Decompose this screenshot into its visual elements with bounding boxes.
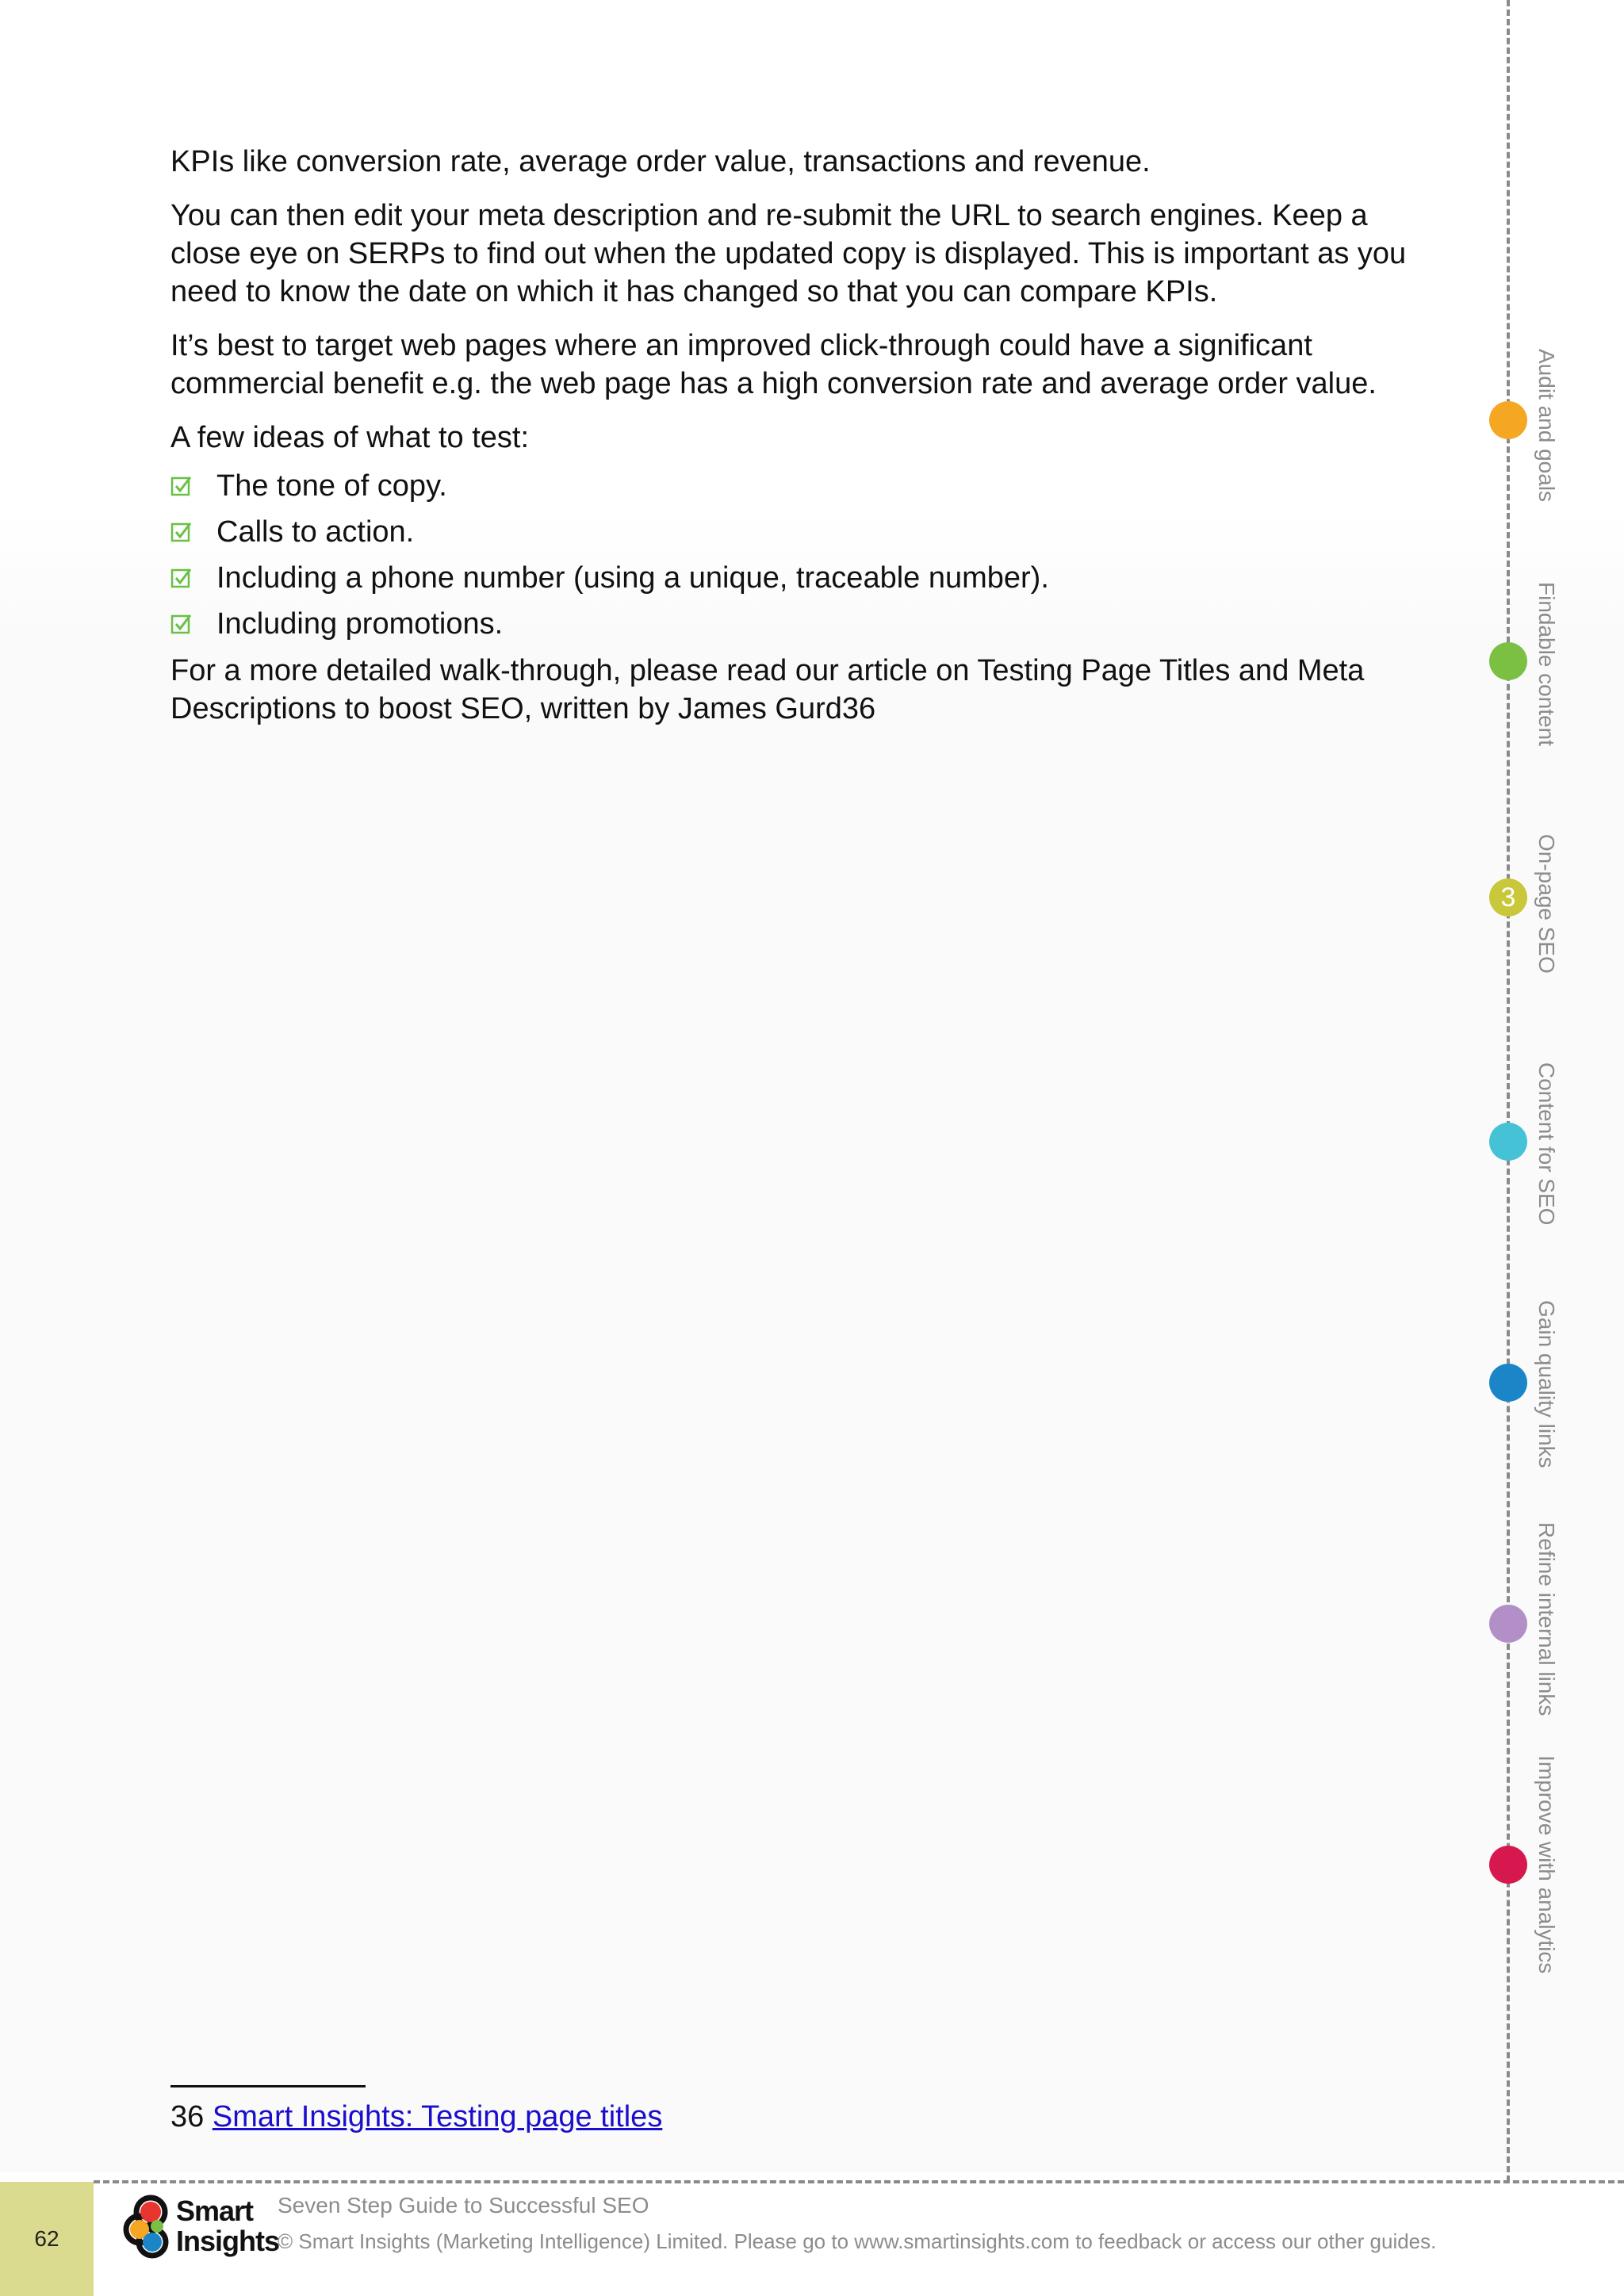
step-label-refine-internal-links[interactable]: Refine internal links bbox=[1534, 1522, 1559, 1716]
footnote-separator bbox=[170, 2085, 366, 2087]
copyright-notice: © Smart Insights (Marketing Intelligence) Limited. Please go to www.smartinsights.com to feedback or access our other guides. bbox=[278, 2229, 1437, 2253]
checklist-item-label: Including a phone number (using a unique, traceable number). bbox=[216, 561, 1049, 595]
current-step-number: 3 bbox=[1500, 882, 1516, 913]
page-number-box bbox=[0, 2182, 94, 2296]
checkbox-checked-icon bbox=[170, 613, 216, 635]
step-dot-improve-with-analytics[interactable] bbox=[1489, 1846, 1527, 1884]
list-item bbox=[170, 463, 1431, 509]
paragraph-ideas-intro: A few ideas of what to test: bbox=[170, 421, 530, 454]
list-item bbox=[170, 509, 1431, 555]
footnote-number: 36 bbox=[170, 2100, 205, 2133]
list-item bbox=[170, 555, 1431, 601]
step-dot-audit[interactable] bbox=[1489, 401, 1527, 439]
step-label-findable-content[interactable]: Findable content bbox=[1534, 582, 1559, 747]
step-label-gain-quality-links[interactable]: Gain quality links bbox=[1534, 1300, 1559, 1468]
step-dot-findable-content[interactable] bbox=[1489, 642, 1527, 680]
step-label-audit[interactable]: Audit and goals bbox=[1534, 349, 1559, 503]
guide-title: Seven Step Guide to Successful SEO bbox=[278, 2193, 649, 2218]
page-background bbox=[0, 507, 1624, 2172]
footnote bbox=[170, 2098, 662, 2136]
smart-insights-logo bbox=[121, 2191, 280, 2267]
step-label-content-for-seo[interactable]: Content for SEO bbox=[1534, 1062, 1559, 1226]
main-content bbox=[170, 143, 1431, 744]
step-label-improve-with-analytics[interactable]: Improve with analytics bbox=[1534, 1755, 1559, 1974]
step-dot-content-for-seo[interactable] bbox=[1489, 1123, 1527, 1161]
paragraph-kpis: KPIs like conversion rate, average order value, transactions and revenue. bbox=[170, 145, 1151, 178]
logo-wordmark: Smart Insights bbox=[176, 2195, 280, 2257]
footer-divider bbox=[94, 2180, 1624, 2183]
footnote-link[interactable]: Smart Insights: Testing page titles bbox=[212, 2100, 663, 2133]
paragraph-target-pages: It’s best to target web pages where an improved click-through could have a significant commercial benefit e.g. the web page has a high conversion rate and average order value. bbox=[170, 329, 1377, 400]
logo-circles-icon bbox=[121, 2191, 176, 2263]
checkbox-checked-icon bbox=[170, 475, 216, 497]
list-item bbox=[170, 601, 1431, 647]
checklist-item-label: The tone of copy. bbox=[216, 469, 447, 503]
step-label-on-page-seo[interactable]: On-page SEO bbox=[1534, 834, 1559, 974]
step-dot-on-page-seo[interactable] bbox=[1489, 878, 1527, 916]
checklist-item-label: Calls to action. bbox=[216, 515, 415, 549]
step-dot-gain-quality-links[interactable] bbox=[1489, 1364, 1527, 1402]
paragraph-meta-description: You can then edit your meta description and re-submit the URL to search engines. Keep a close eye on SERPs to find out when the updated copy is displayed. This is important as you need to know the date on which it has changed so that you can compare KPIs. bbox=[170, 199, 1407, 308]
page-number: 62 bbox=[34, 2226, 59, 2251]
checkbox-checked-icon bbox=[170, 521, 216, 543]
step-dot-refine-internal-links[interactable] bbox=[1489, 1605, 1527, 1643]
paragraph-walkthrough: For a more detailed walk-through, please read our article on Testing Page Titles and Meta Descriptions to boost SEO, written by James Gurd36 bbox=[170, 654, 1365, 725]
checkbox-checked-icon bbox=[170, 567, 216, 589]
test-ideas-checklist bbox=[170, 463, 1431, 647]
checklist-item-label: Including promotions. bbox=[216, 607, 504, 641]
